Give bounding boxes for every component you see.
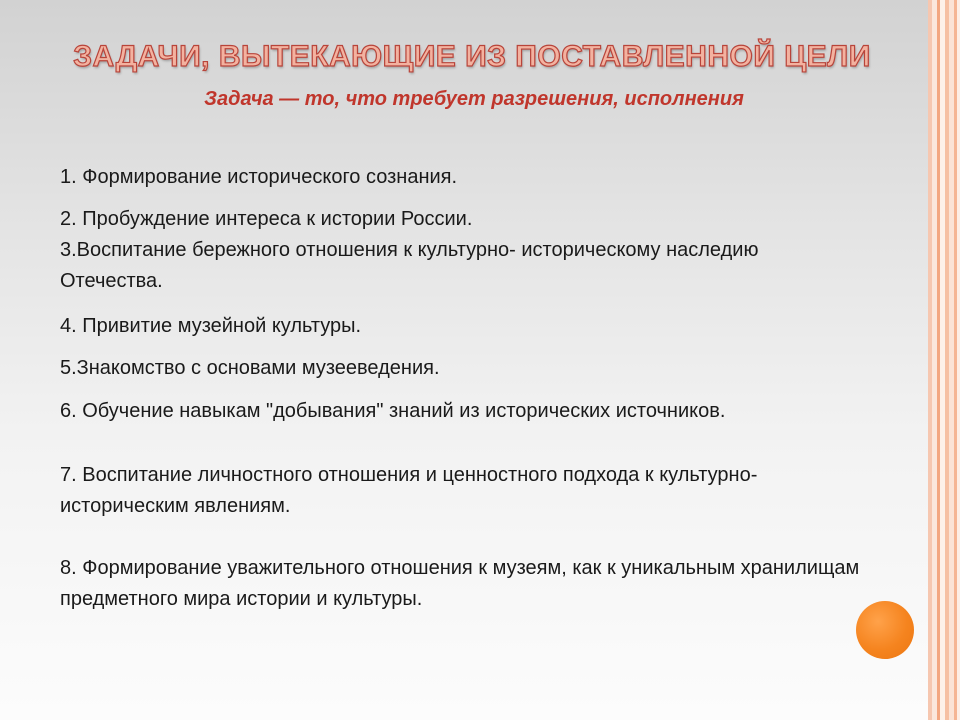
list-item-7: 7. Воспитание личностного отношения и ценностного подхода к культурно-историческим явлениям. bbox=[60, 464, 758, 517]
slide-subtitle: Задача — то, что требует разрешения, исполнения bbox=[204, 88, 744, 110]
list-item-4: 4. Привитие музейной культуры. bbox=[60, 315, 362, 337]
list-item-6: 6. Обучение навыкам "добывания" знаний из исторических источников. bbox=[60, 400, 726, 422]
list-item-2: 2. Пробуждение интереса к истории России. bbox=[60, 208, 473, 230]
list-item-3: 3.Воспитание бережного отношения к культурно- историческому наследию Отечества. bbox=[60, 239, 759, 292]
list-item-5: 5.Знакомство с основами музееведения. bbox=[60, 357, 440, 379]
list-item-1: 1. Формирование исторического сознания. bbox=[60, 166, 458, 188]
decorative-orange-circle bbox=[856, 601, 914, 659]
slide-title: ЗАДАЧИ, ВЫТЕКАЮЩИЕ ИЗ ПОСТАВЛЕННОЙ ЦЕЛИ bbox=[73, 40, 871, 73]
list-item-8: 8. Формирование уважительного отношения к музеям, как к уникальным хранилищам предметного мира истории и культуры. bbox=[60, 557, 860, 610]
